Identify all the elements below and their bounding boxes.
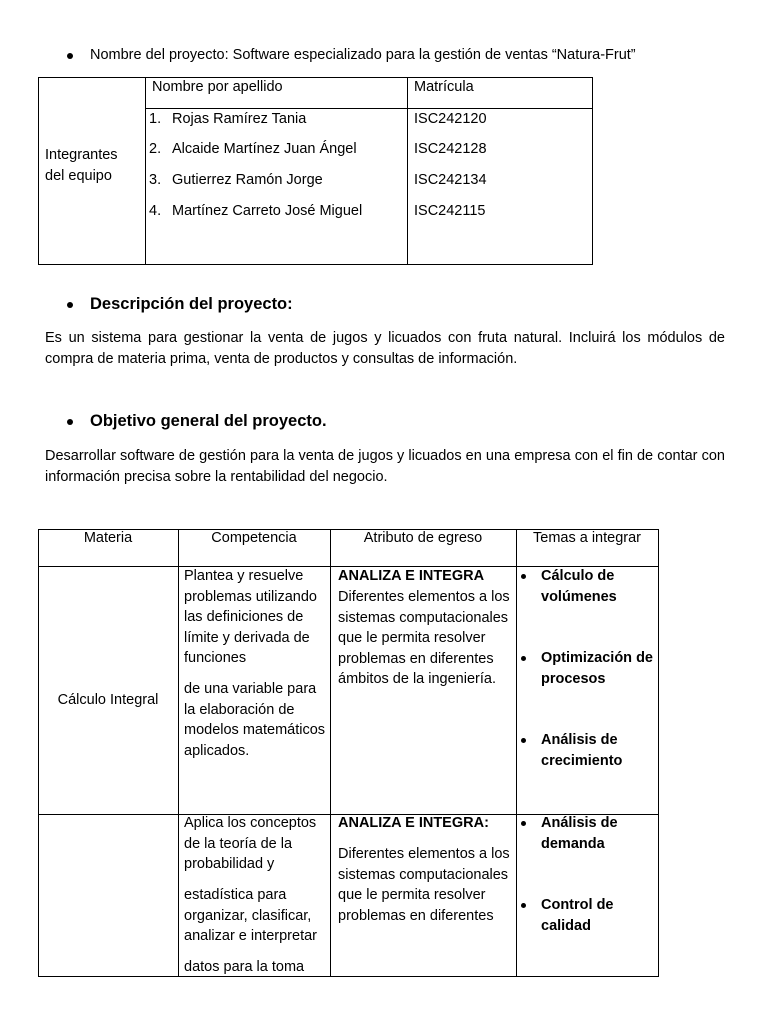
atributo-title: ANALIZA E INTEGRA: [338,815,489,831]
bullet-icon [521,903,526,908]
member-id: ISC242134 [414,172,487,188]
description-text: Es un sistema para gestionar la venta de jugos y licuados con fruta natural. Incluirá los módulos de compra de materia prima, venta de productos y consultas de información. [45,330,725,367]
member-name: Martínez Carreto José Miguel [172,203,363,219]
member-name: Alcaide Martínez Juan Ángel [172,141,357,157]
competencia-text: Plantea y resuelve problemas utilizando las definiciones de límite y derivada de funciones [184,568,317,666]
header-competencia: Competencia [211,530,297,546]
materia-cell: Cálculo Integral [57,692,159,708]
objective-heading: Objetivo general del proyecto. [90,412,327,430]
member-num: 4. [149,203,162,219]
project-name: Nombre del proyecto: Software especializado para la gestión de ventas “Natura-Frut” [90,47,636,63]
tema-item: Análisis de crecimiento [541,732,623,769]
team-row-header: Integrantes del equipo [45,147,118,184]
member-name: Rojas Ramírez Tania [172,111,307,127]
member-num: 2. [149,141,162,157]
member-name: Gutierrez Ramón Jorge [172,172,323,188]
member-id: ISC242115 [414,203,486,219]
tema-item: Optimización de procesos [541,650,653,687]
member-id: ISC242120 [414,111,487,127]
atributo-text: Diferentes elementos a los sistemas computacionales que le permita resolver problemas en diferentes [338,846,510,924]
competencia-text: Aplica los conceptos de la teoría de la probabilidad y [184,815,317,872]
tema-item: Análisis de demanda [541,815,618,852]
header-temas: Temas a integrar [533,530,641,546]
member-num: 1. [149,111,162,127]
header-materia: Materia [83,530,133,546]
description-heading: Descripción del proyecto: [90,295,293,313]
bullet-icon [67,53,73,59]
bullet-icon [521,656,526,661]
bullet-icon [67,419,73,425]
atributo-title: ANALIZA E INTEGRA [338,568,485,584]
team-col-name-header: Nombre por apellido [152,79,283,95]
tema-item: Control de calidad [541,897,614,934]
bullet-icon [521,574,526,579]
team-col-id-header: Matrícula [414,79,474,95]
objective-text: Desarrollar software de gestión para la venta de jugos y licuados en una empresa con el fin de contar con información precisa sobre la rentabilidad del negocio. [45,448,725,485]
competencia-text: de una variable para la elaboración de modelos matemáticos aplicados. [184,681,326,759]
member-num: 3. [149,172,162,188]
bullet-icon [521,738,526,743]
member-id: ISC242128 [414,141,487,157]
atributo-text: Diferentes elementos a los sistemas computacionales que le permita resolver problemas en diferentes ámbitos de la ingeniería. [338,589,510,687]
header-atributo: Atributo de egreso [363,530,483,546]
tema-item: Cálculo de volúmenes [541,568,617,605]
bullet-icon [521,821,526,826]
competencia-text: datos para la toma [184,959,305,975]
competencia-text: estadística para organizar, clasificar, analizar e interpretar [184,887,317,944]
bullet-icon [67,302,73,308]
